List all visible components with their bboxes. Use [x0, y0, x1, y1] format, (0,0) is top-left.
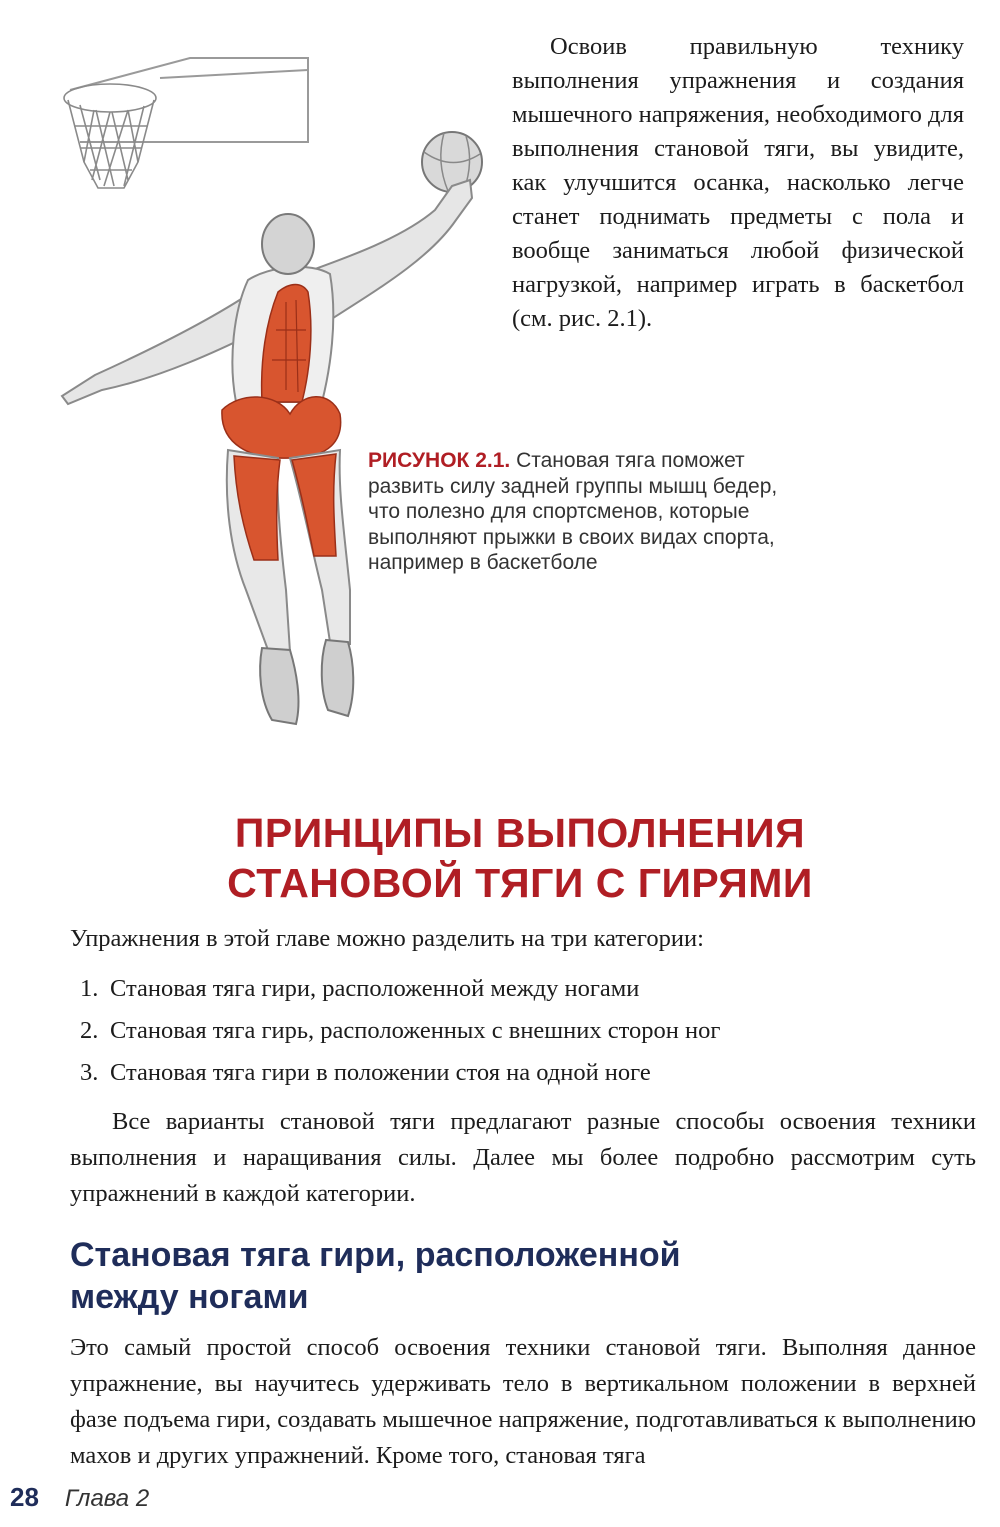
figure-illustration [40, 30, 510, 750]
glute-muscles [222, 397, 341, 458]
extended-arm [62, 292, 260, 404]
subsection-title [70, 1234, 970, 1318]
section-lead: Упражнения в этой главе можно разделить на три категории: [70, 925, 704, 952]
basketball-icon [422, 132, 482, 192]
category-list [80, 968, 980, 1094]
subsection-title-line1: Становая тяга гири, расположенной [70, 1236, 681, 1274]
list-item [80, 1052, 980, 1094]
figure-caption [368, 448, 788, 576]
figure-label: РИСУНОК 2.1. [368, 449, 511, 472]
list-item-text: Становая тяга гири в положении стоя на одной ноге [110, 1059, 651, 1086]
list-item-text: Становая тяга гири, расположенной между ногами [110, 975, 640, 1002]
subsection-title-line2: между ногами [70, 1278, 309, 1316]
subsection-paragraph: Это самый простой способ освоения техники становой тяги. Выполняя данное упражнение, вы научитесь удерживать тело в вертикальном положении в верхней фазе подъема гири, создавать мышечное напряжение, подготавливаться к выполнению махов и других упражнений. Кроме того, становая тяга [70, 1334, 976, 1469]
page-footer [10, 1482, 149, 1518]
chapter-label: Глава 2 [64, 1485, 150, 1512]
list-item [80, 968, 980, 1010]
basketball-player-illustration [40, 30, 510, 750]
intro-paragraph: Освоив правильную технику выполнения упражнения и создания мышечного напряжения, необходимого для выполнения становой тяги, вы увидите, как улучшится осанка, насколько легче станет поднимать предметы с пола и вообще заниматься любой физической нагрузкой, например играть в баскетбол (см. рис. 2.1). [512, 33, 964, 332]
list-item-number: 3. [80, 1059, 99, 1086]
list-item-text: Становая тяга гирь, расположенных с внешних сторон ног [110, 1017, 721, 1044]
head [262, 214, 314, 274]
basketball-hoop-icon [64, 84, 156, 188]
right-shoe [322, 640, 354, 716]
list-item-number: 1. [80, 975, 99, 1002]
section-title [0, 808, 1000, 908]
figure-caption-text: Становая тяга поможет развить силу задней группы мышц бедер, что полезно для спортсменов, которые выполняют прыжки в своих видах спорта, например в баскетболе [368, 449, 778, 574]
section-title-line2: СТАНОВОЙ ТЯГИ С ГИРЯМИ [227, 860, 813, 906]
section-title-line1: ПРИНЦИПЫ ВЫПОЛНЕНИЯ [234, 810, 806, 856]
section-paragraph: Все варианты становой тяги предлагают разные способы освоения техники выполнения и наращивания силы. Далее мы более подробно рассмотрим суть упражнений в каждой категории. [70, 1108, 976, 1207]
list-item-number: 2. [80, 1017, 99, 1044]
page-number: 28 [10, 1482, 39, 1512]
hamstring-muscles-right [292, 454, 336, 556]
left-shoe [260, 648, 298, 724]
list-item [80, 1010, 980, 1052]
